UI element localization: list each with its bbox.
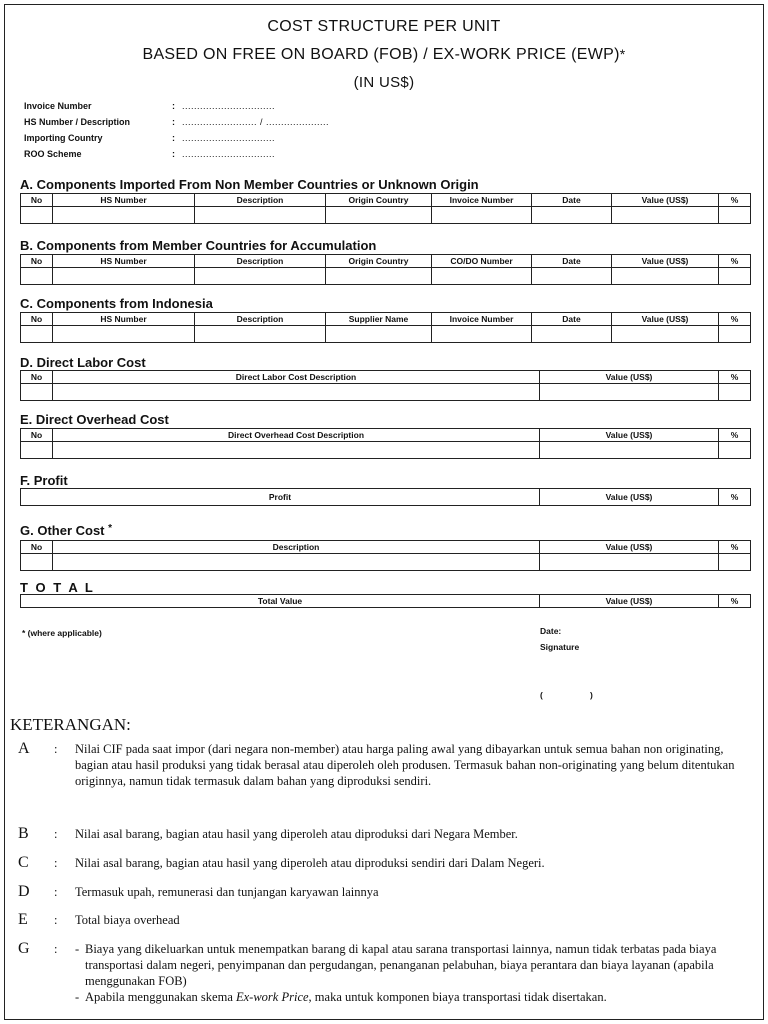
bullet-dash: -: [75, 942, 80, 956]
table-cell[interactable]: [195, 207, 326, 224]
note-text: Termasuk upah, remunerasi dan tunjangan karyawan lainnya: [75, 885, 379, 899]
note-bullet-text-em: Ex-work Price: [236, 990, 309, 1004]
table-cell[interactable]: [532, 268, 612, 285]
column-header: No: [21, 541, 53, 554]
note-bullet: [75, 989, 758, 1005]
section-f-table: [20, 488, 751, 506]
column-header: Description: [195, 194, 326, 207]
table-cell[interactable]: [719, 554, 751, 571]
table-cell[interactable]: [53, 554, 540, 571]
note-e: [18, 912, 758, 928]
column-header: Value (US$): [612, 255, 719, 268]
table-cell[interactable]: [532, 207, 612, 224]
note-colon: :: [54, 885, 58, 899]
note-c: [18, 855, 758, 871]
footnote: * (where applicable): [22, 628, 102, 638]
table-header-row: [21, 595, 751, 608]
form-meta: [24, 98, 329, 162]
note-text: Nilai asal barang, bagian atau hasil yang diperoleh atau diproduksi sendiri dari Dalam Negeri.: [75, 856, 545, 870]
table-cell[interactable]: [21, 442, 53, 459]
note-b: [18, 826, 758, 842]
table-cell[interactable]: [195, 326, 326, 343]
column-header: HS Number: [53, 255, 195, 268]
table-header-row: [21, 429, 751, 442]
meta-invoice-number: [24, 98, 329, 114]
section-e-table: [20, 428, 751, 459]
section-g-title-text: G. Other Cost: [20, 523, 105, 538]
note-text: Nilai CIF pada saat impor (dari negara non-member) atau harga paling awal yang dibayarkan untuk semua bahan non originating, bagian atau hasil produksi yang tidak berasal atau diperoleh oleh produsen. Termasuk bahan non-originating yang belum ditentukan originnya, namun tidak termasuk dalam bahan yang diproduksi sendiri.: [75, 742, 735, 788]
note-colon: :: [54, 827, 58, 841]
note-bullet-text-post: , maka untuk komponen biaya transportasi tidak disertakan.: [308, 990, 607, 1004]
table-cell[interactable]: [53, 384, 540, 401]
note-bullet-text: Biaya yang dikeluarkan untuk menempatkan barang di kapal atau sarana transportasi lainnya, namun tidak terbatas pada biaya transportasi dalam negeri, penyimpanan dan pergudangan, penanganan pelabuhan, biaya perantara dan biaya layanan (apabila menggunakan FOB): [85, 942, 717, 988]
meta-hs-number: [24, 114, 329, 130]
table-cell[interactable]: [612, 268, 719, 285]
column-header: Value (US$): [540, 595, 719, 608]
table-header-row: [21, 541, 751, 554]
table-cell[interactable]: [21, 384, 53, 401]
table-row: [21, 554, 751, 571]
table-header-row: [21, 313, 751, 326]
note-colon: :: [54, 913, 58, 927]
note-colon: :: [54, 856, 58, 870]
meta-label: HS Number / Description: [24, 117, 131, 127]
column-header: Date: [532, 255, 612, 268]
note-g: [18, 941, 758, 1005]
note-text: Total biaya overhead: [75, 913, 180, 927]
section-d-table: [20, 370, 751, 401]
section-c-table: [20, 312, 751, 343]
note-bullet: [75, 941, 758, 989]
meta-label: ROO Scheme: [24, 149, 82, 159]
meta-value[interactable]: ......................... / .....................: [182, 117, 330, 127]
meta-importing-country: [24, 130, 329, 146]
table-cell[interactable]: [432, 207, 532, 224]
table-cell[interactable]: [53, 207, 195, 224]
table-cell[interactable]: [195, 268, 326, 285]
table-header-row: [21, 194, 751, 207]
column-header: HS Number: [53, 194, 195, 207]
table-cell[interactable]: [532, 326, 612, 343]
column-header: Date: [532, 194, 612, 207]
table-cell[interactable]: [719, 268, 751, 285]
column-header: Description: [195, 313, 326, 326]
signature-name-field[interactable]: ( ): [540, 690, 593, 700]
column-header: Profit: [21, 489, 540, 506]
section-b-title: B. Components from Member Countries for Accumulation: [20, 238, 377, 253]
column-header: %: [719, 371, 751, 384]
column-header: Date: [532, 313, 612, 326]
section-g-table: [20, 540, 751, 571]
table-header-row: [21, 371, 751, 384]
note-letter: G: [18, 940, 30, 957]
signature-label: Signature: [540, 642, 580, 652]
column-header: Description: [53, 541, 540, 554]
meta-roo-scheme: [24, 146, 329, 162]
date-label: Date:: [540, 626, 562, 636]
note-letter: E: [18, 911, 28, 928]
subtitle-asterisk: *: [619, 46, 626, 62]
column-header: No: [21, 371, 53, 384]
section-a-table: [20, 193, 751, 224]
table-cell[interactable]: [719, 384, 751, 401]
column-header: %: [719, 489, 751, 506]
table-cell[interactable]: [540, 442, 719, 459]
table-cell[interactable]: [326, 268, 432, 285]
bullet-dash: -: [75, 990, 80, 1004]
table-cell[interactable]: [719, 207, 751, 224]
table-cell[interactable]: [21, 554, 53, 571]
meta-separator: :: [172, 149, 175, 159]
note-colon: :: [54, 942, 58, 956]
note-letter: D: [18, 883, 30, 900]
meta-label: Invoice Number: [24, 101, 92, 111]
table-cell[interactable]: [540, 384, 719, 401]
meta-value[interactable]: ...............................: [182, 133, 276, 143]
table-header-row: [21, 255, 751, 268]
note-text: Nilai asal barang, bagian atau hasil yang diperoleh atau diproduksi dari Negara Member.: [75, 827, 518, 841]
section-e-title: E. Direct Overhead Cost: [20, 412, 169, 427]
table-row: [21, 268, 751, 285]
table-cell[interactable]: [540, 554, 719, 571]
column-header: CO/DO Number: [432, 255, 532, 268]
table-cell[interactable]: [21, 326, 53, 343]
total-title: T O T A L: [20, 580, 95, 595]
table-cell[interactable]: [432, 268, 532, 285]
table-cell[interactable]: [53, 442, 540, 459]
section-c-title: C. Components from Indonesia: [20, 296, 213, 311]
section-b-table: [20, 254, 751, 285]
column-header: Value (US$): [540, 371, 719, 384]
table-cell[interactable]: [612, 207, 719, 224]
column-header: No: [21, 194, 53, 207]
column-header: %: [719, 429, 751, 442]
column-header: Description: [195, 255, 326, 268]
column-header: Invoice Number: [432, 194, 532, 207]
column-header: HS Number: [53, 313, 195, 326]
meta-separator: :: [172, 101, 175, 111]
note-letter: A: [18, 740, 30, 757]
note-letter: C: [18, 854, 29, 871]
table-row: [21, 326, 751, 343]
column-header: Value (US$): [540, 489, 719, 506]
table-cell[interactable]: [21, 268, 53, 285]
table-cell[interactable]: [612, 326, 719, 343]
column-header: No: [21, 313, 53, 326]
table-header-row: [21, 489, 751, 506]
table-cell[interactable]: [719, 326, 751, 343]
column-header: Origin Country: [326, 255, 432, 268]
table-cell[interactable]: [719, 442, 751, 459]
meta-value[interactable]: ...............................: [182, 149, 276, 159]
column-header: Value (US$): [612, 313, 719, 326]
table-cell[interactable]: [53, 326, 195, 343]
form-subtitle-text: BASED ON FREE ON BOARD (FOB) / EX-WORK PRICE (EWP): [142, 46, 620, 63]
section-a-title: A. Components Imported From Non Member Countries or Unknown Origin: [20, 177, 479, 192]
table-row: [21, 207, 751, 224]
note-d: [18, 884, 758, 900]
column-header: Value (US$): [540, 541, 719, 554]
total-table: [20, 594, 751, 608]
column-header: No: [21, 429, 53, 442]
column-header: No: [21, 255, 53, 268]
section-f-title: F. Profit: [20, 473, 68, 488]
column-header: %: [719, 194, 751, 207]
column-header: %: [719, 595, 751, 608]
column-header: %: [719, 255, 751, 268]
table-row: [21, 384, 751, 401]
table-row: [21, 442, 751, 459]
column-header: %: [719, 313, 751, 326]
section-g-asterisk: *: [108, 523, 113, 534]
table-cell[interactable]: [21, 207, 53, 224]
note-bullet-text-pre: Apabila menggunakan skema: [85, 990, 236, 1004]
table-cell[interactable]: [326, 326, 432, 343]
meta-value[interactable]: ...............................: [182, 101, 276, 111]
column-header: Total Value: [21, 595, 540, 608]
form-subtitle: [0, 46, 768, 64]
column-header: Supplier Name: [326, 313, 432, 326]
column-header: Origin Country: [326, 194, 432, 207]
currency-note: (IN US$): [353, 74, 415, 91]
note-letter: B: [18, 825, 29, 842]
table-cell[interactable]: [53, 268, 195, 285]
note-text: [75, 941, 758, 1005]
meta-separator: :: [172, 117, 175, 127]
meta-separator: :: [172, 133, 175, 143]
note-a: [18, 741, 758, 789]
column-header: Value (US$): [540, 429, 719, 442]
table-cell[interactable]: [432, 326, 532, 343]
table-cell[interactable]: [326, 207, 432, 224]
column-header: Value (US$): [612, 194, 719, 207]
form-title: COST STRUCTURE PER UNIT: [267, 18, 501, 35]
meta-label: Importing Country: [24, 133, 103, 143]
column-header: %: [719, 541, 751, 554]
notes-title: KETERANGAN:: [10, 715, 131, 734]
column-header: Direct Overhead Cost Description: [53, 429, 540, 442]
note-colon: :: [54, 742, 58, 756]
section-d-title: D. Direct Labor Cost: [20, 355, 146, 370]
column-header: Direct Labor Cost Description: [53, 371, 540, 384]
section-g-title: [20, 523, 112, 538]
column-header: Invoice Number: [432, 313, 532, 326]
